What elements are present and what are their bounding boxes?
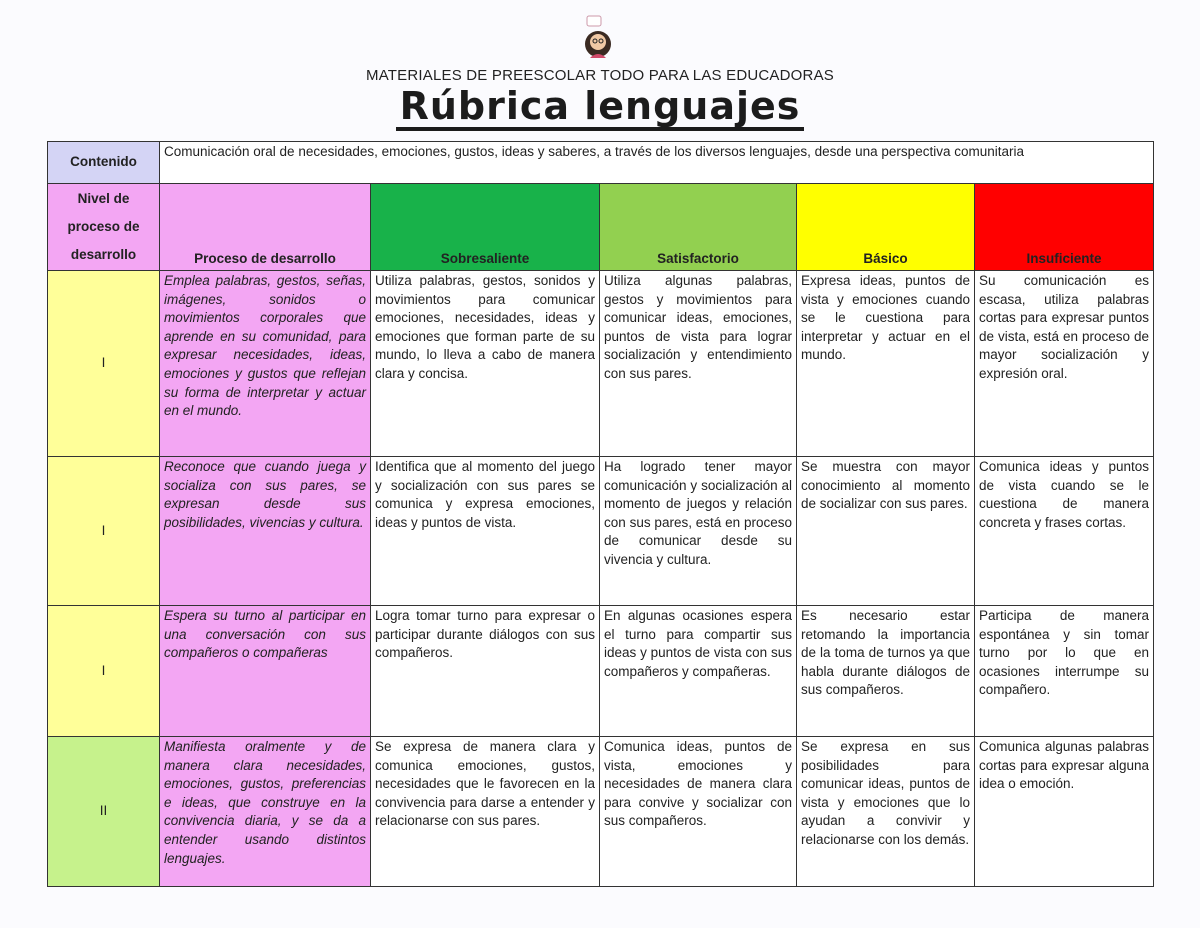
header-insuficiente: Insuficiente [975, 184, 1154, 271]
sobresaliente-cell: Se expresa de manera clara y comunica emociones, gustos, necesidades que le favorecen en la convivencia para darse a entender y relacionarse con sus pares. [371, 737, 600, 887]
proceso-cell: Emplea palabras, gestos, señas, imágenes, sonidos o movimientos corporales que aprende en su comunidad, para expresar necesidades, ideas, emociones y gustos que reflejan su forma de interpretar y actuar en el mundo. [160, 271, 371, 457]
proceso-cell: Espera su turno al participar en una conversación con sus compañeros o compañeras [160, 606, 371, 737]
insuficiente-cell: Comunica ideas y puntos de vista cuando se le cuestiona de manera concreta y frases cortas. [975, 457, 1154, 606]
rubric-table [47, 141, 1154, 887]
header-satisfactorio: Satisfactorio [600, 184, 797, 271]
satisfactorio-cell: En algunas ocasiones espera el turno para compartir sus ideas y puntos de vista con sus compañeros y compañeras. [600, 606, 797, 737]
header-proceso: Proceso de desarrollo [160, 184, 371, 271]
contenido-text: Comunicación oral de necesidades, emociones, gustos, ideas y saberes, a través de los diversos lenguajes, desde una perspectiva comunitaria [160, 142, 1154, 184]
nivel-cell: I [48, 606, 160, 737]
insuficiente-cell: Comunica algunas palabras cortas para expresar alguna idea o emoción. [975, 737, 1154, 887]
teacher-avatar-logo [581, 14, 615, 64]
basico-cell: Expresa ideas, puntos de vista y emociones cuando se le cuestiona para interpretar y actuar en el mundo. [797, 271, 975, 457]
insuficiente-cell: Su comunicación es escasa, utiliza palabras cortas para expresar puntos de vista, está en proceso de mayor socialización y expresión oral. [975, 271, 1154, 457]
table-row [48, 737, 1154, 887]
site-subtitle: MATERIALES DE PREESCOLAR TODO PARA LAS EDUCADORAS [366, 67, 834, 84]
basico-cell: Es necesario estar retomando la importancia de la toma de turnos ya que habla durante diálogos de sus compañeros. [797, 606, 975, 737]
header-basico: Básico [797, 184, 975, 271]
satisfactorio-cell: Comunica ideas, puntos de vista, emociones y necesidades de manera clara para convive y socializar con sus compañeros. [600, 737, 797, 887]
satisfactorio-cell: Utiliza algunas palabras, gestos y movimientos para comunicar ideas, emociones, puntos de vista para lograr socialización y entendimiento con sus pares. [600, 271, 797, 457]
page-title-text: Rúbrica lenguajes [396, 85, 805, 131]
page-title [0, 84, 1200, 131]
table-row [48, 457, 1154, 606]
table-row [48, 271, 1154, 457]
sobresaliente-cell: Utiliza palabras, gestos, sonidos y movimientos para comunicar emociones, necesidades, ideas y emociones que forman parte de su mundo, lo lleva a cabo de manera clara y concisa. [371, 271, 600, 457]
proceso-cell: Manifiesta oralmente y de manera clara necesidades, emociones, gustos, preferencias e ideas, que construye en la convivencia diaria, y se da a entender usando distintos lenguajes. [160, 737, 371, 887]
basico-cell: Se muestra con mayor conocimiento al momento de socializar con sus pares. [797, 457, 975, 606]
basico-cell: Se expresa en sus posibilidades para comunicar ideas, puntos de vista y emociones que lo ayudan a convivir y relacionarse con los demás. [797, 737, 975, 887]
header-sobresaliente: Sobresaliente [371, 184, 600, 271]
proceso-cell: Reconoce que cuando juega y socializa con sus pares, se expresan desde sus posibilidades, vivencias y cultura. [160, 457, 371, 606]
table-row [48, 606, 1154, 737]
sobresaliente-cell: Identifica que al momento del juego y socialización con sus pares se comunica y expresa emociones, ideas y puntos de vista. [371, 457, 600, 606]
header-nivel: Nivel de proceso de desarrollo [48, 184, 160, 271]
contenido-label: Contenido [48, 142, 160, 184]
nivel-cell: I [48, 271, 160, 457]
sobresaliente-cell: Logra tomar turno para expresar o participar durante diálogos con sus compañeros. [371, 606, 600, 737]
nivel-cell: I [48, 457, 160, 606]
header-row [48, 184, 1154, 271]
satisfactorio-cell: Ha logrado tener mayor comunicación y socialización al momento de juegos y relación con sus pares, está en proceso de comunicar desde su vivencia y cultura. [600, 457, 797, 606]
nivel-cell: II [48, 737, 160, 887]
insuficiente-cell: Participa de manera espontánea y sin tomar turno por lo que en ocasiones interrumpe su compañero. [975, 606, 1154, 737]
contenido-row [48, 142, 1154, 184]
